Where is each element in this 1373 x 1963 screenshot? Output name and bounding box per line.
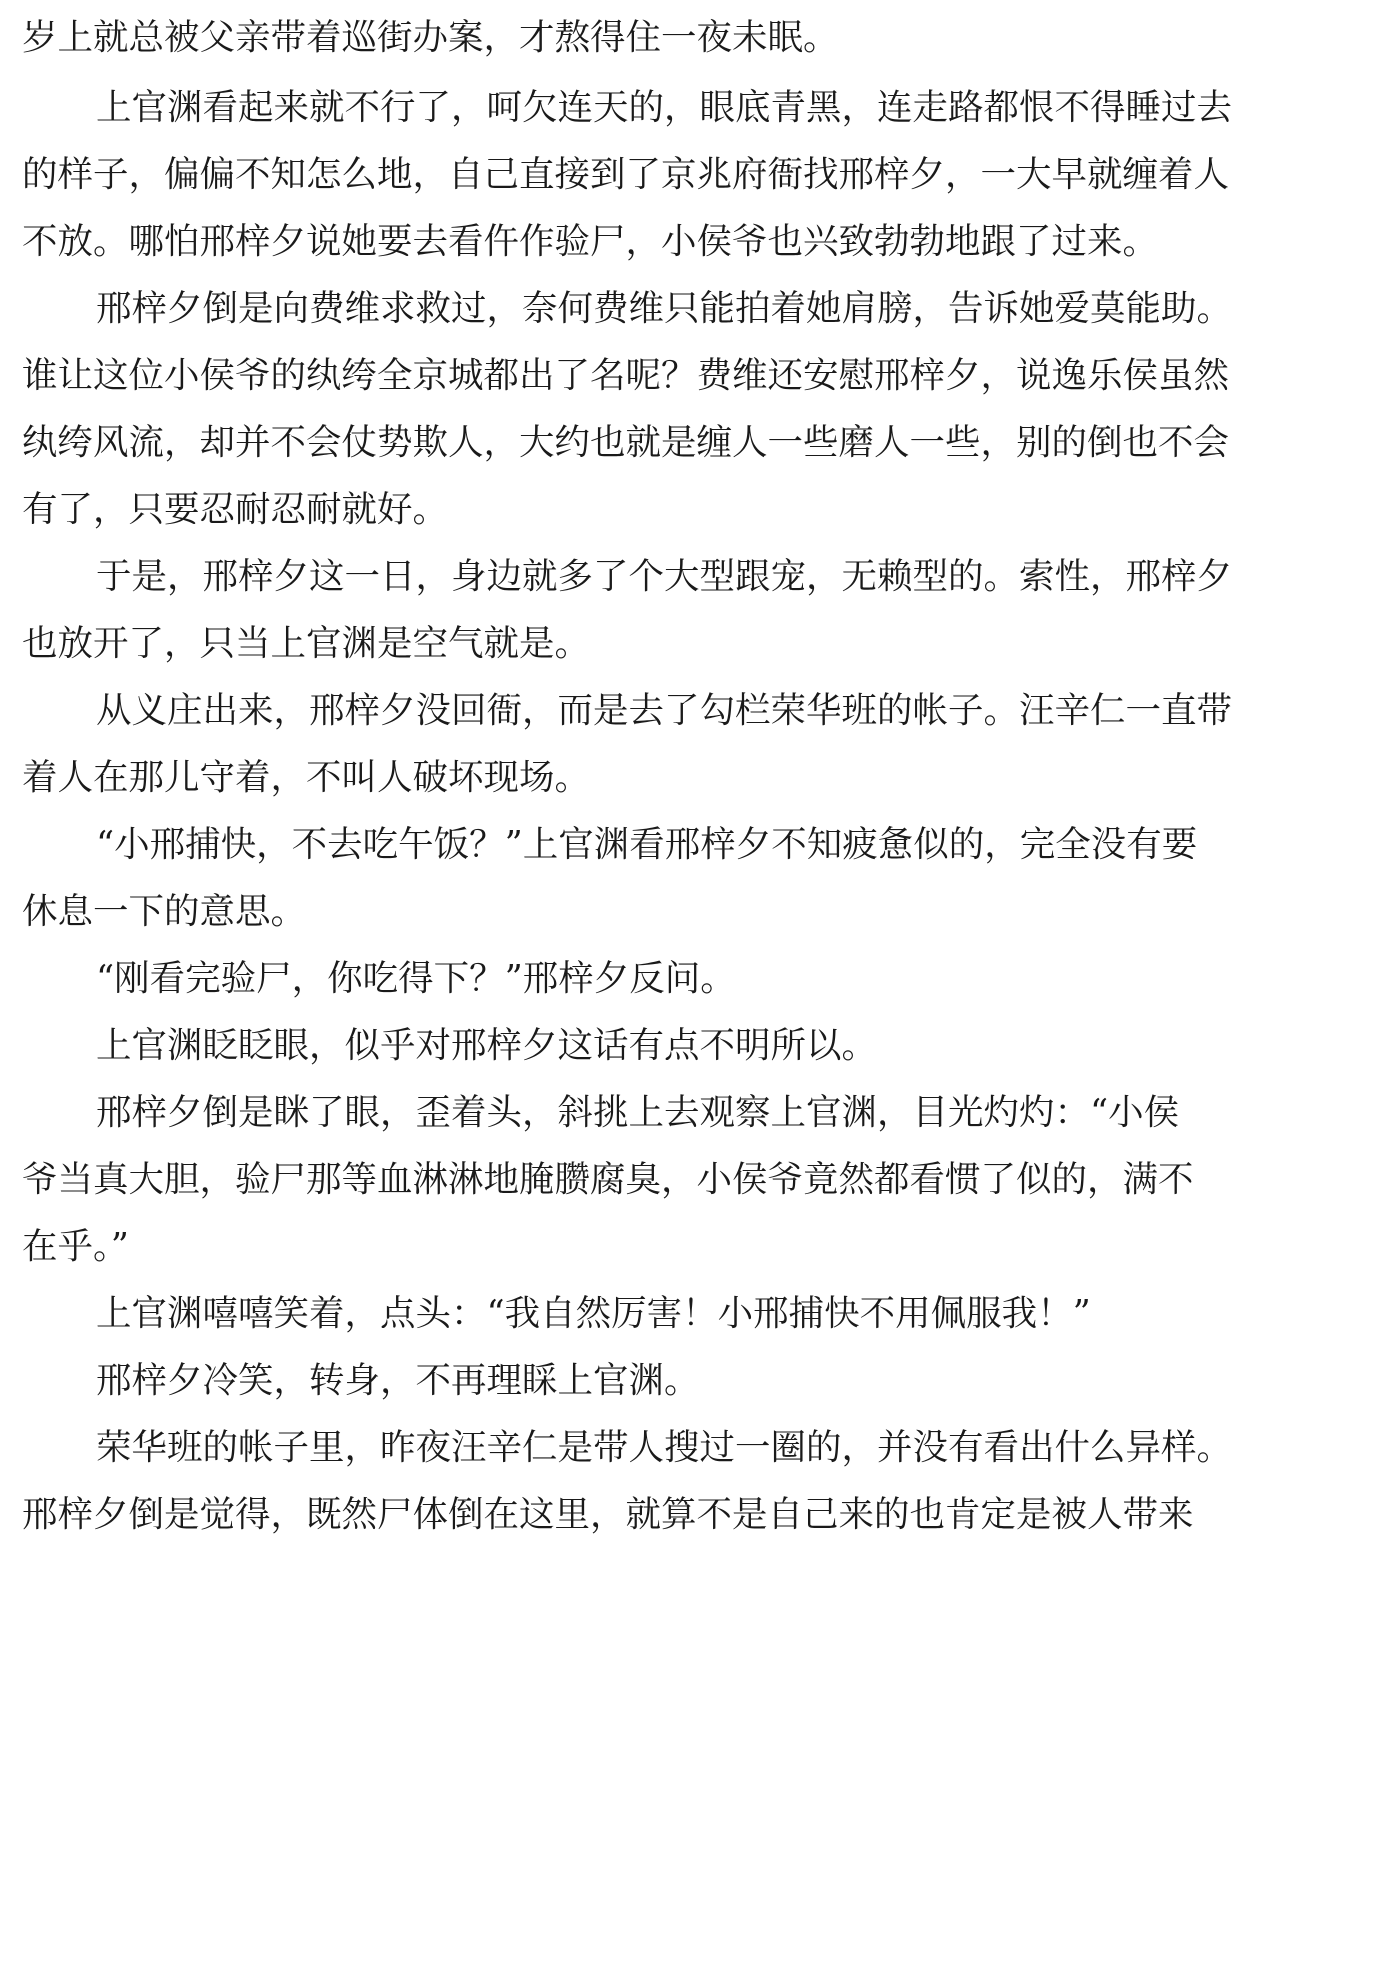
text-line: 也放开了，只当上官渊是空气就是。 — [22, 623, 591, 664]
text-line: 的样子，偏偏不知怎么地，自己直接到了京兆府衙找邢梓夕，一大早就缠着人 — [22, 154, 1230, 195]
text-line: “刚看完验尸，你吃得下？”邢梓夕反问。 — [96, 958, 736, 999]
text-line: 上官渊看起来就不行了，呵欠连天的，眼底青黑，连走路都恨不得睡过去 — [96, 87, 1233, 128]
text-line: “小邢捕快，不去吃午饭？”上官渊看邢梓夕不知疲惫似的，完全没有要 — [96, 824, 1198, 865]
text-line: 有了，只要忍耐忍耐就好。 — [22, 489, 449, 530]
text-line: 于是，邢梓夕这一日，身边就多了个大型跟宠，无赖型的。索性，邢梓夕 — [96, 556, 1233, 597]
text-line: 在乎。” — [22, 1226, 129, 1267]
text-line: 休息一下的意思。 — [22, 891, 307, 932]
text-line: 从义庄出来，邢梓夕没回衙，而是去了勾栏荣华班的帐子。汪辛仁一直带 — [96, 690, 1233, 731]
text-line: 荣华班的帐子里，昨夜汪辛仁是带人搜过一圈的，并没有看出什么异样。 — [96, 1427, 1233, 1468]
text-line: 邢梓夕冷笑，转身，不再理睬上官渊。 — [96, 1360, 700, 1401]
text-line: 爷当真大胆，验尸那等血淋淋地腌臜腐臭，小侯爷竟然都看惯了似的，满不 — [22, 1159, 1194, 1200]
text-line: 纨绔风流，却并不会仗势欺人，大约也就是缠人一些磨人一些，别的倒也不会 — [22, 422, 1230, 463]
text-line: 上官渊眨眨眼，似乎对邢梓夕这话有点不明所以。 — [96, 1025, 878, 1066]
text-line: 上官渊嘻嘻笑着，点头：“我自然厉害！小邢捕快不用佩服我！” — [96, 1293, 1091, 1334]
text-line: 岁上就总被父亲带着巡街办案，才熬得住一夜未眠。 — [22, 17, 839, 58]
text-line: 邢梓夕倒是眯了眼，歪着头，斜挑上去观察上官渊，目光灼灼：“小侯 — [96, 1092, 1180, 1133]
text-line: 着人在那儿守着，不叫人破坏现场。 — [22, 757, 591, 798]
text-line: 谁让这位小侯爷的纨绔全京城都出了名呢？费维还安慰邢梓夕，说逸乐侯虽然 — [22, 355, 1230, 396]
text-line: 邢梓夕倒是向费维求救过，奈何费维只能拍着她肩膀，告诉她爱莫能助。 — [96, 288, 1233, 329]
text-line: 邢梓夕倒是觉得，既然尸体倒在这里，就算不是自己来的也肯定是被人带来 — [22, 1494, 1194, 1535]
text-line: 不放。哪怕邢梓夕说她要去看仵作验尸，小侯爷也兴致勃勃地跟了过来。 — [22, 221, 1159, 262]
